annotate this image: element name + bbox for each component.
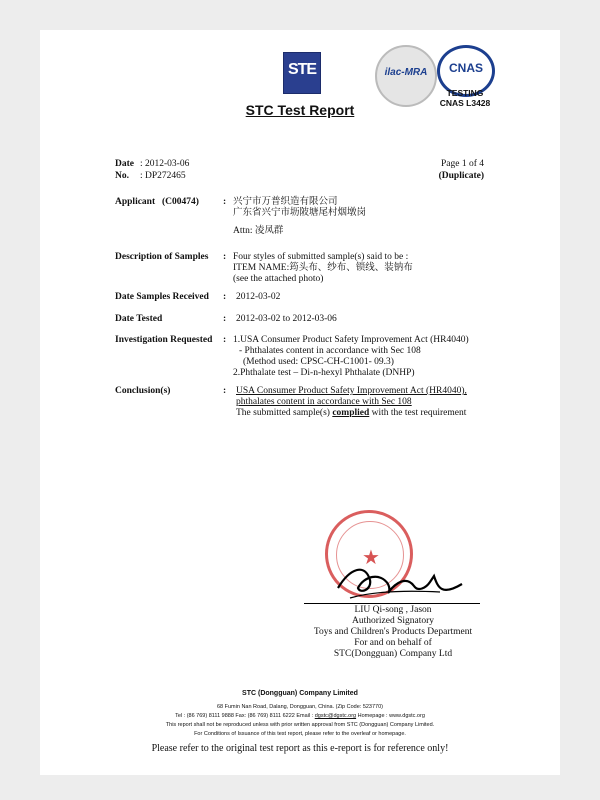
date-label: Date xyxy=(115,159,134,169)
conclusion-post: with the test requirement xyxy=(371,408,467,418)
received-value: 2012-03-02 xyxy=(236,292,281,302)
footer-contact xyxy=(40,713,560,719)
footer-homepage: Homepage : www.dgstc.org xyxy=(357,713,425,719)
signatory-name: LIU Qi-song , Jason xyxy=(354,605,432,615)
duplicate-label: (Duplicate) xyxy=(438,171,484,181)
conclusion-line-1: USA Consumer Product Safety Improvement Act (HR4040), xyxy=(236,386,467,396)
company-seal-stamp: ★ xyxy=(325,510,413,598)
description-label: Description of Samples xyxy=(115,252,209,262)
testing-label: TESTING xyxy=(446,88,484,98)
applicant-code: (C00474) xyxy=(162,197,199,207)
page-number: Page 1 of 4 xyxy=(440,159,484,169)
description-line-2: ITEM NAME:筠头布、纱布、锁线、装钠布 xyxy=(233,263,413,273)
signatory-department: Toys and Children's Products Department xyxy=(313,627,473,637)
report-title: STC Test Report xyxy=(245,102,355,118)
conclusion-line-2: phthalates content in accordance with Sec 108 xyxy=(236,397,412,407)
applicant-label: Applicant xyxy=(115,197,156,207)
signature-rule xyxy=(304,603,480,604)
tested-colon: : xyxy=(223,314,227,324)
stc-logo-text: STE xyxy=(287,61,317,78)
investigation-line-3: (Method used: CPSC-CH-C1001- 09.3) xyxy=(243,357,394,367)
signatory-company: STC(Dongguan) Company Ltd xyxy=(333,649,453,659)
footer-address: 68 Fumin Nan Road, Dalang, Dongguan, China. (Zip Code: 523770) xyxy=(216,704,384,710)
conclusion-complied: complied xyxy=(332,408,370,418)
description-line-3: (see the attached photo) xyxy=(233,274,324,284)
attn-line: Attn: 凌凤群 xyxy=(233,226,284,236)
investigation-line-1: 1.USA Consumer Product Safety Improvement Act (HR4040) xyxy=(233,335,469,345)
date-value: : 2012-03-06 xyxy=(140,159,190,169)
tested-label: Date Tested xyxy=(115,314,163,324)
investigation-line-4: 2.Phthalate test – Di-n-hexyl Phthalate (DNHP) xyxy=(233,368,415,378)
signature-scribble xyxy=(330,558,470,608)
description-line-1: Four styles of submitted sample(s) said to be : xyxy=(233,252,409,262)
signatory-title: Authorized Signatory xyxy=(351,616,435,626)
description-colon: : xyxy=(223,252,227,262)
investigation-label: Investigation Requested xyxy=(115,335,213,345)
footer-tel-fax: Tel : (86 769) 8111 9888 Fax: (86 769) 8111 6222 Email : xyxy=(175,713,314,719)
investigation-colon: : xyxy=(223,335,227,345)
footer-note-2: For Conditions of Issuance of this test report, please refer to the overleaf or homepage. xyxy=(194,731,406,737)
footer-note-1: This report shall not be reproduced unless with prior written approval from STC (Dongguan) Company Limited. xyxy=(165,722,435,728)
stc-logo xyxy=(283,52,321,94)
applicant-name: 兴宁市万普织造有限公司 xyxy=(233,197,338,207)
ilac-mra-text: ilac-MRA xyxy=(384,67,428,78)
cnas-number: CNAS L3428 xyxy=(439,98,491,108)
conclusion-line-3 xyxy=(236,408,466,419)
investigation-line-2: - Phthalates content in accordance with Sec 108 xyxy=(239,346,421,356)
report-page xyxy=(40,30,560,775)
reference-notice: Please refer to the original test report as this e-report is for reference only! xyxy=(151,743,449,754)
applicant-address: 广东省兴宁市坜陂塘尾村烟墩岗 xyxy=(233,208,367,218)
conclusion-colon: : xyxy=(223,386,227,396)
footer-company: STC (Dongguan) Company Limited xyxy=(242,690,358,697)
conclusion-pre: The submitted sample(s) xyxy=(236,408,330,418)
report-no-label: No. xyxy=(115,171,129,181)
received-label: Date Samples Received xyxy=(115,292,209,302)
report-no-value: : DP272465 xyxy=(140,171,186,181)
cnas-text: CNAS xyxy=(448,61,483,75)
received-colon: : xyxy=(223,292,227,302)
signatory-behalf: For and on behalf of xyxy=(354,638,432,648)
tested-value: 2012-03-02 to 2012-03-06 xyxy=(236,314,337,324)
applicant-colon: : xyxy=(223,197,227,207)
conclusion-label: Conclusion(s) xyxy=(115,386,171,396)
footer-email-link[interactable]: dgstc@dgstc.org xyxy=(314,713,357,719)
